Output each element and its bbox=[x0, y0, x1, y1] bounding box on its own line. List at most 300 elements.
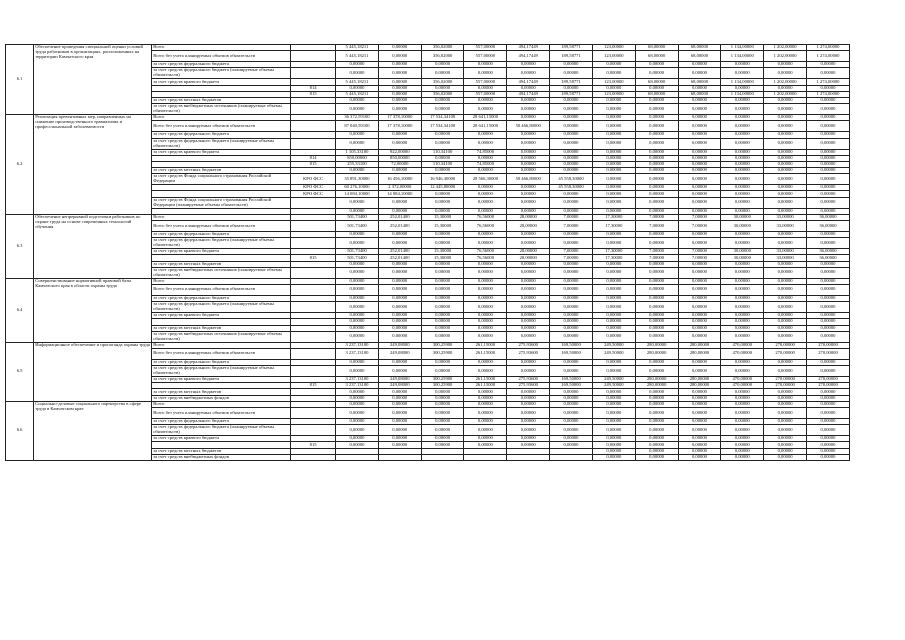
amount-cell: 0,00000 bbox=[721, 436, 764, 442]
amount-cell: 0,00000 bbox=[592, 278, 635, 284]
funding-source-cell: за счет средств федерального бюджета (планируемые объемы обязательств) bbox=[152, 238, 291, 249]
amount-cell: 28 566,30000 bbox=[464, 174, 507, 185]
amount-cell: 0,00000 bbox=[635, 319, 678, 325]
amount-cell: 0,00000 bbox=[635, 197, 678, 208]
amount-cell: 0,00000 bbox=[764, 425, 807, 436]
amount-cell: 0,00000 bbox=[678, 191, 721, 197]
amount-cell: 5 445,18211 bbox=[336, 91, 379, 97]
amount-cell: 0,00000 bbox=[336, 389, 379, 395]
funding-source-cell: Всего без учета планируемых объемов обязательств bbox=[152, 51, 291, 62]
amount-cell: 169,50000 bbox=[550, 348, 593, 359]
funding-source-cell: Всего bbox=[152, 278, 291, 284]
amount-cell: 0,00000 bbox=[806, 319, 849, 325]
amount-cell: 0,00000 bbox=[464, 389, 507, 395]
amount-cell: 0,00000 bbox=[592, 425, 635, 436]
amount-cell: 33,00000 bbox=[764, 214, 807, 220]
amount-cell: 0,00000 bbox=[764, 161, 807, 167]
amount-cell: 0,00000 bbox=[764, 62, 807, 68]
amount-cell: 0,00000 bbox=[721, 366, 764, 377]
amount-cell: 0,00000 bbox=[592, 115, 635, 121]
amount-cell: 0,00000 bbox=[507, 419, 550, 425]
budget-code-cell bbox=[291, 425, 336, 436]
amount-cell: 0,00000 bbox=[421, 425, 464, 436]
amount-cell: 0,00000 bbox=[592, 448, 635, 454]
amount-cell: 0,00000 bbox=[635, 161, 678, 167]
amount-cell: 0,00000 bbox=[721, 121, 764, 132]
amount-cell: 470,00000 bbox=[721, 348, 764, 359]
amount-cell: 123,00000 bbox=[592, 91, 635, 97]
amount-cell: 0,00000 bbox=[806, 155, 849, 161]
amount-cell: 356,02000 bbox=[421, 79, 464, 85]
amount-cell: 0,00000 bbox=[806, 267, 849, 278]
amount-cell: 0,00000 bbox=[678, 132, 721, 138]
amount-cell: 0,00000 bbox=[592, 284, 635, 295]
amount-cell: 0,00000 bbox=[507, 325, 550, 331]
amount-cell: 0,00000 bbox=[721, 278, 764, 284]
section-name: Совершенствование нормативной правовой базы Камчатского края в области охраны труда bbox=[34, 278, 152, 342]
amount-cell: 0,00000 bbox=[678, 325, 721, 331]
amount-cell: 0,00000 bbox=[550, 442, 593, 448]
budget-code-cell: 815 bbox=[291, 442, 336, 448]
amount-cell: 0,00000 bbox=[635, 401, 678, 407]
amount-cell: 0,00000 bbox=[678, 401, 721, 407]
amount-cell: 0,00000 bbox=[550, 425, 593, 436]
amount-cell: 0,00000 bbox=[336, 325, 379, 331]
section-name: Информационное обеспечение и пропаганда охраны труда bbox=[34, 342, 152, 401]
amount-cell: 0,00000 bbox=[806, 454, 849, 460]
amount-cell: 470,00000 bbox=[721, 342, 764, 348]
amount-cell: 0,00000 bbox=[678, 442, 721, 448]
section-name: Реализация превентивных мер, направленных на снижение производственного травматизма и профессиональной заболеваемости bbox=[34, 115, 152, 215]
amount-cell: 0,00000 bbox=[678, 97, 721, 103]
amount-cell: 0,00000 bbox=[550, 313, 593, 319]
amount-cell: 0,00000 bbox=[336, 319, 379, 325]
funding-source-cell: за счет средств местных бюджетов bbox=[152, 97, 291, 103]
funding-source-cell: за счет средств федерального бюджета bbox=[152, 62, 291, 68]
amount-cell: 1 274,00000 bbox=[806, 45, 849, 51]
funding-source-cell: за счет средств краевого бюджета bbox=[152, 377, 291, 383]
amount-cell: 14 084,10000 bbox=[336, 191, 379, 197]
budget-code-cell bbox=[291, 197, 336, 208]
amount-cell: 0,00000 bbox=[336, 436, 379, 442]
funding-source-cell: Всего без учета планируемых объемов обязательств bbox=[152, 284, 291, 295]
amount-cell: 0,00000 bbox=[678, 115, 721, 121]
amount-cell: 0,00000 bbox=[806, 191, 849, 197]
amount-cell: 123,00000 bbox=[592, 51, 635, 62]
amount-cell: 28 641,15000 bbox=[464, 121, 507, 132]
amount-cell: 0,00000 bbox=[635, 278, 678, 284]
amount-cell: 0,00000 bbox=[550, 168, 593, 174]
amount-cell: 0,00000 bbox=[464, 325, 507, 331]
amount-cell: 249,08000 bbox=[378, 342, 421, 348]
amount-cell: 50 466,80000 bbox=[507, 121, 550, 132]
amount-cell: 0,00000 bbox=[464, 191, 507, 197]
amount-cell: 922,00000 bbox=[378, 149, 421, 155]
amount-cell: 0,00000 bbox=[806, 401, 849, 407]
amount-cell: 0,00000 bbox=[764, 419, 807, 425]
amount-cell: 300,25900 bbox=[421, 377, 464, 383]
amount-cell: 0,00000 bbox=[806, 238, 849, 249]
amount-cell: 0,00000 bbox=[464, 261, 507, 267]
amount-cell: 0,00000 bbox=[678, 208, 721, 214]
funding-source-cell: за счет средств местных бюджетов bbox=[152, 325, 291, 331]
amount-cell: 0,00000 bbox=[507, 395, 550, 401]
amount-cell: 72,00000 bbox=[378, 161, 421, 167]
amount-cell: 30,00000 bbox=[721, 214, 764, 220]
amount-cell: 0,00000 bbox=[635, 261, 678, 267]
funding-source-cell: за счет средств краевого бюджета bbox=[152, 436, 291, 442]
amount-cell: 0,00000 bbox=[592, 267, 635, 278]
funding-source-cell: за счет средств внебюджетных фондов bbox=[152, 395, 291, 401]
amount-cell bbox=[464, 454, 507, 460]
amount-cell: 36,00000 bbox=[806, 255, 849, 261]
amount-cell: 17 378,10000 bbox=[378, 115, 421, 121]
amount-cell: 0,00000 bbox=[378, 436, 421, 442]
amount-cell: 0,00000 bbox=[550, 115, 593, 121]
funding-source-cell: за счет средств краевого бюджета bbox=[152, 149, 291, 155]
amount-cell: 0,00000 bbox=[592, 442, 635, 448]
amount-cell: 17 378,10000 bbox=[378, 121, 421, 132]
funding-source-cell: за счет средств федерального бюджета bbox=[152, 295, 291, 301]
budget-code-cell: 815 bbox=[291, 91, 336, 97]
amount-cell: 0,00000 bbox=[592, 389, 635, 395]
amount-cell: 261,15000 bbox=[464, 377, 507, 383]
amount-cell: 110,34100 bbox=[421, 149, 464, 155]
amount-cell: 0,00000 bbox=[721, 138, 764, 149]
amount-cell: 252,01400 bbox=[378, 221, 421, 232]
amount-cell: 1 134,00000 bbox=[721, 79, 764, 85]
amount-cell: 0,00000 bbox=[678, 267, 721, 278]
budget-code-cell bbox=[291, 348, 336, 359]
amount-cell: 15,30000 bbox=[421, 214, 464, 220]
amount-cell: 0,00000 bbox=[550, 267, 593, 278]
section-index: 6.4 bbox=[6, 278, 34, 342]
budget-code-cell bbox=[291, 302, 336, 313]
amount-cell: 7,00000 bbox=[550, 255, 593, 261]
amount-cell: 0,00000 bbox=[421, 191, 464, 197]
amount-cell: 0,00000 bbox=[806, 419, 849, 425]
amount-cell: 0,00000 bbox=[464, 278, 507, 284]
section-index: 6.3 bbox=[6, 214, 34, 278]
amount-cell: 0,00000 bbox=[764, 267, 807, 278]
amount-cell: 189,58771 bbox=[550, 79, 593, 85]
amount-cell: 0,00000 bbox=[806, 68, 849, 79]
amount-cell: 0,00000 bbox=[635, 389, 678, 395]
amount-cell bbox=[421, 454, 464, 460]
amount-cell: 0,00000 bbox=[378, 425, 421, 436]
amount-cell: 123,00000 bbox=[592, 45, 635, 51]
amount-cell: 0,00000 bbox=[806, 359, 849, 365]
amount-cell: 1 202,00000 bbox=[764, 91, 807, 97]
amount-cell: 280,00000 bbox=[635, 377, 678, 383]
amount-cell: 68,00000 bbox=[678, 79, 721, 85]
amount-cell: 0,00000 bbox=[721, 197, 764, 208]
amount-cell: 0,00000 bbox=[336, 238, 379, 249]
amount-cell: 501,73400 bbox=[336, 221, 379, 232]
amount-cell: 0,00000 bbox=[464, 419, 507, 425]
amount-cell: 0,00000 bbox=[507, 85, 550, 91]
amount-cell: 0,00000 bbox=[421, 389, 464, 395]
amount-cell: 249,08000 bbox=[378, 383, 421, 389]
amount-cell: 0,00000 bbox=[421, 284, 464, 295]
amount-cell: 0,00000 bbox=[378, 238, 421, 249]
amount-cell: 0,00000 bbox=[378, 325, 421, 331]
amount-cell: 0,00000 bbox=[721, 284, 764, 295]
amount-cell: 0,00000 bbox=[550, 302, 593, 313]
amount-cell: 0,00000 bbox=[507, 115, 550, 121]
amount-cell: 0,00000 bbox=[464, 62, 507, 68]
amount-cell: 0,00000 bbox=[550, 408, 593, 419]
amount-cell: 0,00000 bbox=[592, 132, 635, 138]
amount-cell: 0,00000 bbox=[592, 121, 635, 132]
amount-cell: 0,00000 bbox=[635, 155, 678, 161]
amount-cell: 36 372,59100 bbox=[336, 115, 379, 121]
amount-cell: 557,00000 bbox=[464, 45, 507, 51]
amount-cell: 280,00000 bbox=[678, 348, 721, 359]
amount-cell: 0,00000 bbox=[764, 325, 807, 331]
amount-cell: 0,00000 bbox=[464, 401, 507, 407]
amount-cell: 0,00000 bbox=[464, 155, 507, 161]
amount-cell: 0,00000 bbox=[764, 366, 807, 377]
amount-cell: 0,00000 bbox=[592, 161, 635, 167]
amount-cell: 0,00000 bbox=[592, 62, 635, 68]
amount-cell: 280,00000 bbox=[678, 377, 721, 383]
amount-cell: 0,00000 bbox=[336, 295, 379, 301]
amount-cell: 0,00000 bbox=[421, 319, 464, 325]
amount-cell: 0,00000 bbox=[592, 366, 635, 377]
amount-cell: 0,00000 bbox=[635, 132, 678, 138]
amount-cell: 0,00000 bbox=[806, 174, 849, 185]
amount-cell: 7,00000 bbox=[678, 214, 721, 220]
amount-cell: 0,00000 bbox=[764, 197, 807, 208]
amount-cell: 0,00000 bbox=[635, 104, 678, 115]
amount-cell: 0,00000 bbox=[507, 191, 550, 197]
amount-cell: 1 202,00000 bbox=[764, 79, 807, 85]
amount-cell: 0,00000 bbox=[464, 302, 507, 313]
amount-cell bbox=[550, 454, 593, 460]
amount-cell: 0,00000 bbox=[764, 295, 807, 301]
amount-cell: 0,00000 bbox=[592, 331, 635, 342]
amount-cell: 0,00000 bbox=[764, 115, 807, 121]
amount-cell: 0,00000 bbox=[464, 238, 507, 249]
amount-cell: 3 237,13100 bbox=[336, 342, 379, 348]
amount-cell: 0,00000 bbox=[421, 395, 464, 401]
amount-cell: 1 134,00000 bbox=[721, 51, 764, 62]
amount-cell: 5 445,18211 bbox=[336, 51, 379, 62]
amount-cell: 0,00000 bbox=[336, 208, 379, 214]
amount-cell: 0,00000 bbox=[507, 408, 550, 419]
amount-cell: 0,00000 bbox=[721, 85, 764, 91]
amount-cell: 0,00000 bbox=[336, 359, 379, 365]
amount-cell: 0,00000 bbox=[464, 104, 507, 115]
amount-cell: 557,00000 bbox=[464, 79, 507, 85]
amount-cell: 494,17449 bbox=[507, 79, 550, 85]
amount-cell: 17,30000 bbox=[592, 221, 635, 232]
amount-cell: 0,00000 bbox=[507, 313, 550, 319]
amount-cell: 0,00000 bbox=[421, 85, 464, 91]
amount-cell: 0,00000 bbox=[678, 155, 721, 161]
amount-cell: 0,00000 bbox=[550, 319, 593, 325]
amount-cell: 0,00000 bbox=[678, 395, 721, 401]
amount-cell: 252,01400 bbox=[378, 214, 421, 220]
amount-cell: 0,00000 bbox=[764, 359, 807, 365]
amount-cell: 494,17449 bbox=[507, 51, 550, 62]
funding-source-cell: за счет средств внебюджетных источников (планируемые объемы обязательств) bbox=[152, 331, 291, 342]
amount-cell: 0,00000 bbox=[550, 85, 593, 91]
amount-cell: 0,00000 bbox=[721, 168, 764, 174]
amount-cell: 0,00000 bbox=[635, 325, 678, 331]
amount-cell: 0,00000 bbox=[806, 185, 849, 191]
amount-cell: 0,00000 bbox=[507, 284, 550, 295]
amount-cell: 0,00000 bbox=[421, 419, 464, 425]
amount-cell: 0,00000 bbox=[378, 132, 421, 138]
amount-cell: 0,00000 bbox=[635, 395, 678, 401]
amount-cell: 0,00000 bbox=[421, 97, 464, 103]
amount-cell: 0,00000 bbox=[592, 174, 635, 185]
amount-cell: 0,00000 bbox=[464, 232, 507, 238]
amount-cell: 0,00000 bbox=[764, 448, 807, 454]
budget-code-cell bbox=[291, 284, 336, 295]
amount-cell: 0,00000 bbox=[635, 267, 678, 278]
amount-cell: 0,00000 bbox=[421, 366, 464, 377]
amount-cell: 0,00000 bbox=[678, 104, 721, 115]
amount-cell: 0,00000 bbox=[678, 232, 721, 238]
amount-cell: 0,00000 bbox=[806, 331, 849, 342]
amount-cell: 275,93600 bbox=[507, 377, 550, 383]
amount-cell: 169,50000 bbox=[550, 383, 593, 389]
amount-cell: 0,00000 bbox=[421, 436, 464, 442]
amount-cell: 0,00000 bbox=[378, 168, 421, 174]
funding-source-cell: за счет средств федерального бюджета bbox=[152, 359, 291, 365]
amount-cell: 33,00000 bbox=[764, 249, 807, 255]
amount-cell: 0,00000 bbox=[507, 401, 550, 407]
amount-cell: 0,00000 bbox=[592, 313, 635, 319]
amount-cell: 7,00000 bbox=[550, 249, 593, 255]
amount-cell: 0,00000 bbox=[464, 313, 507, 319]
amount-cell: 0,00000 bbox=[378, 197, 421, 208]
funding-source-cell: Всего bbox=[152, 342, 291, 348]
amount-cell: 0,00000 bbox=[378, 267, 421, 278]
amount-cell: 0,00000 bbox=[721, 97, 764, 103]
amount-cell: 0,00000 bbox=[678, 238, 721, 249]
amount-cell: 0,00000 bbox=[806, 442, 849, 448]
amount-cell: 0,00000 bbox=[336, 302, 379, 313]
amount-cell: 300,25900 bbox=[421, 348, 464, 359]
amount-cell: 0,00000 bbox=[806, 408, 849, 419]
amount-cell: 0,00000 bbox=[806, 161, 849, 167]
amount-cell: 0,00000 bbox=[378, 104, 421, 115]
amount-cell: 0,00000 bbox=[721, 442, 764, 448]
budget-code-cell: КРО ФСС bbox=[291, 185, 336, 191]
amount-cell: 249,50000 bbox=[592, 342, 635, 348]
funding-source-cell: за счет средств Фонда социального страхования Российской Федерации (планируемые объемы обязательств) bbox=[152, 197, 291, 208]
amount-cell: 0,00000 bbox=[421, 62, 464, 68]
amount-cell: 28,00000 bbox=[507, 249, 550, 255]
amount-cell: 17,30000 bbox=[592, 255, 635, 261]
amount-cell: 0,00000 bbox=[721, 313, 764, 319]
amount-cell: 0,00000 bbox=[806, 325, 849, 331]
amount-cell: 0,00000 bbox=[507, 302, 550, 313]
amount-cell: 68,00000 bbox=[678, 45, 721, 51]
amount-cell: 28,00000 bbox=[507, 214, 550, 220]
funding-source-cell: Всего без учета планируемых объемов обязательств bbox=[152, 121, 291, 132]
amount-cell: 0,00000 bbox=[721, 132, 764, 138]
amount-cell: 0,00000 bbox=[464, 68, 507, 79]
amount-cell: 36,00000 bbox=[806, 214, 849, 220]
amount-cell: 5 445,18211 bbox=[336, 79, 379, 85]
amount-cell: 28,00000 bbox=[507, 221, 550, 232]
amount-cell: 74,85000 bbox=[464, 161, 507, 167]
section-index: 6.5 bbox=[6, 342, 34, 401]
amount-cell: 0,00000 bbox=[421, 104, 464, 115]
amount-cell: 0,00000 bbox=[421, 208, 464, 214]
amount-cell: 0,00000 bbox=[806, 85, 849, 91]
amount-cell: 501,73400 bbox=[336, 255, 379, 261]
amount-cell: 45 558,30000 bbox=[550, 174, 593, 185]
section-name: Социально-деловые социального партнерства в сфере труда в Камчатском крае bbox=[34, 401, 152, 460]
amount-cell: 0,00000 bbox=[678, 161, 721, 167]
amount-cell: 0,00000 bbox=[550, 284, 593, 295]
amount-cell: 0,00000 bbox=[678, 278, 721, 284]
amount-cell: 0,00000 bbox=[721, 115, 764, 121]
amount-cell: 0,00000 bbox=[721, 395, 764, 401]
amount-cell: 189,58771 bbox=[550, 91, 593, 97]
amount-cell: 850,00000 bbox=[378, 155, 421, 161]
amount-cell: 0,00000 bbox=[764, 401, 807, 407]
amount-cell: 280,00000 bbox=[635, 383, 678, 389]
amount-cell: 0,00000 bbox=[550, 104, 593, 115]
amount-cell: 0,00000 bbox=[721, 267, 764, 278]
amount-cell: 0,00000 bbox=[678, 319, 721, 325]
amount-cell: 270,00000 bbox=[806, 377, 849, 383]
amount-cell: 0,00000 bbox=[336, 132, 379, 138]
amount-cell: 30,00000 bbox=[721, 255, 764, 261]
amount-cell: 0,00000 bbox=[721, 331, 764, 342]
amount-cell: 0,00000 bbox=[764, 302, 807, 313]
amount-cell: 0,00000 bbox=[336, 261, 379, 267]
amount-cell: 0,00000 bbox=[421, 302, 464, 313]
amount-cell: 0,00000 bbox=[635, 85, 678, 91]
amount-cell: 0,00000 bbox=[507, 389, 550, 395]
amount-cell: 0,00000 bbox=[678, 197, 721, 208]
amount-cell: 0,00000 bbox=[721, 295, 764, 301]
amount-cell: 0,00000 bbox=[507, 149, 550, 155]
amount-cell: 0,00000 bbox=[378, 359, 421, 365]
amount-cell: 169,50000 bbox=[550, 342, 593, 348]
funding-source-cell: за счет средств внебюджетных фондов bbox=[152, 454, 291, 460]
amount-cell: 0,00000 bbox=[721, 232, 764, 238]
amount-cell: 0,00000 bbox=[806, 425, 849, 436]
amount-cell: 0,00000 bbox=[336, 395, 379, 401]
funding-source-cell: за счет средств местных бюджетов bbox=[152, 448, 291, 454]
amount-cell: 0,00000 bbox=[550, 436, 593, 442]
amount-cell: 270,00000 bbox=[764, 377, 807, 383]
amount-cell: 270,00000 bbox=[764, 348, 807, 359]
amount-cell: 0,00000 bbox=[721, 389, 764, 395]
amount-cell: 0,00000 bbox=[806, 115, 849, 121]
amount-cell: 0,00000 bbox=[721, 104, 764, 115]
amount-cell: 0,00000 bbox=[721, 208, 764, 214]
amount-cell: 0,00000 bbox=[592, 232, 635, 238]
amount-cell: 261,15000 bbox=[464, 342, 507, 348]
amount-cell: 0,00000 bbox=[592, 208, 635, 214]
amount-cell: 0,00000 bbox=[550, 401, 593, 407]
amount-cell: 0,00000 bbox=[507, 359, 550, 365]
amount-cell: 0,00000 bbox=[378, 442, 421, 448]
amount-cell: 0,00000 bbox=[421, 295, 464, 301]
amount-cell: 0,00000 bbox=[721, 302, 764, 313]
amount-cell: 0,00000 bbox=[806, 278, 849, 284]
